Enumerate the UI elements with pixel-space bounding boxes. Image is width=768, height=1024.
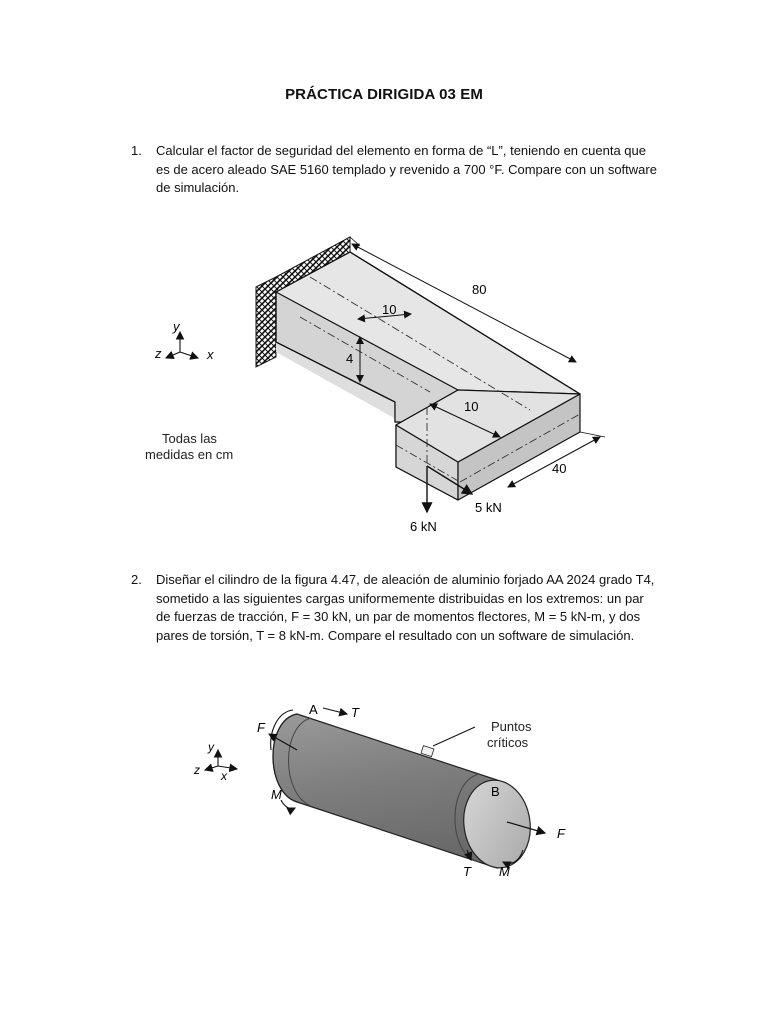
problem-number: 1.: [131, 143, 142, 158]
critical-points-label: críticos: [487, 735, 529, 750]
load-label: 5 kN: [475, 500, 502, 515]
dimension-label: 10: [382, 302, 397, 317]
l-beam-body: [276, 252, 580, 500]
force-label: F: [257, 720, 265, 735]
axis-y-label: y: [208, 740, 214, 754]
moment-arrow-left: [281, 800, 295, 809]
problem-text: Diseñar el cilindro de la figura 4.47, de aleación de aluminio forjado AA 2024 grado T4, sometido a las siguientes cargas uniformemente distribuidas en los extremos: un par de fuerzas de tracción, F = 30 kN, un par de momentos flectores, M = 5 kN-m, y dos pares de torsión, T = 8 kN-m. Compare el resultado con un software de simulación.: [156, 572, 655, 643]
problem-1: [131, 142, 661, 198]
axis-y-label: y: [173, 319, 180, 334]
axes-triad: [166, 332, 198, 358]
axis-x-label: x: [221, 769, 227, 783]
units-note: medidas en cm: [145, 447, 234, 462]
critical-point-leader: [433, 727, 475, 746]
moment-label: M: [271, 787, 282, 802]
problem-text: Calcular el factor de seguridad del elemento en forma de “L”, teniendo en cuenta que es de acero aleado SAE 5160 templado y revenido a 700 °F. Compare con un software de simulación.: [156, 143, 657, 195]
problem-2: [131, 571, 661, 645]
load-label: 6 kN: [410, 519, 437, 534]
dimension-label: 4: [346, 351, 354, 366]
torque-arrow-top: [323, 708, 347, 714]
torque-label: T: [351, 705, 359, 720]
l-beam-figure: [130, 232, 630, 542]
cylinder-figure: [185, 690, 585, 890]
axis-z-label: z: [194, 763, 200, 777]
page-title: PRÁCTICA DIRIGIDA 03 EM: [285, 86, 483, 103]
force-label: F: [557, 826, 565, 841]
point-b-label: B: [491, 784, 500, 799]
problem-number: 2.: [131, 572, 142, 587]
dimension-label: 10: [464, 399, 479, 414]
critical-points-label: Puntos: [491, 719, 532, 734]
axis-z-label: z: [155, 346, 162, 361]
dimension-label: 80: [472, 282, 487, 297]
torque-label: T: [463, 864, 471, 879]
axis-x-label: x: [207, 347, 214, 362]
point-a-label: A: [309, 702, 318, 717]
moment-label: M: [499, 864, 510, 879]
dimension-label: 40: [552, 461, 567, 476]
units-note: Todas las: [162, 431, 217, 446]
